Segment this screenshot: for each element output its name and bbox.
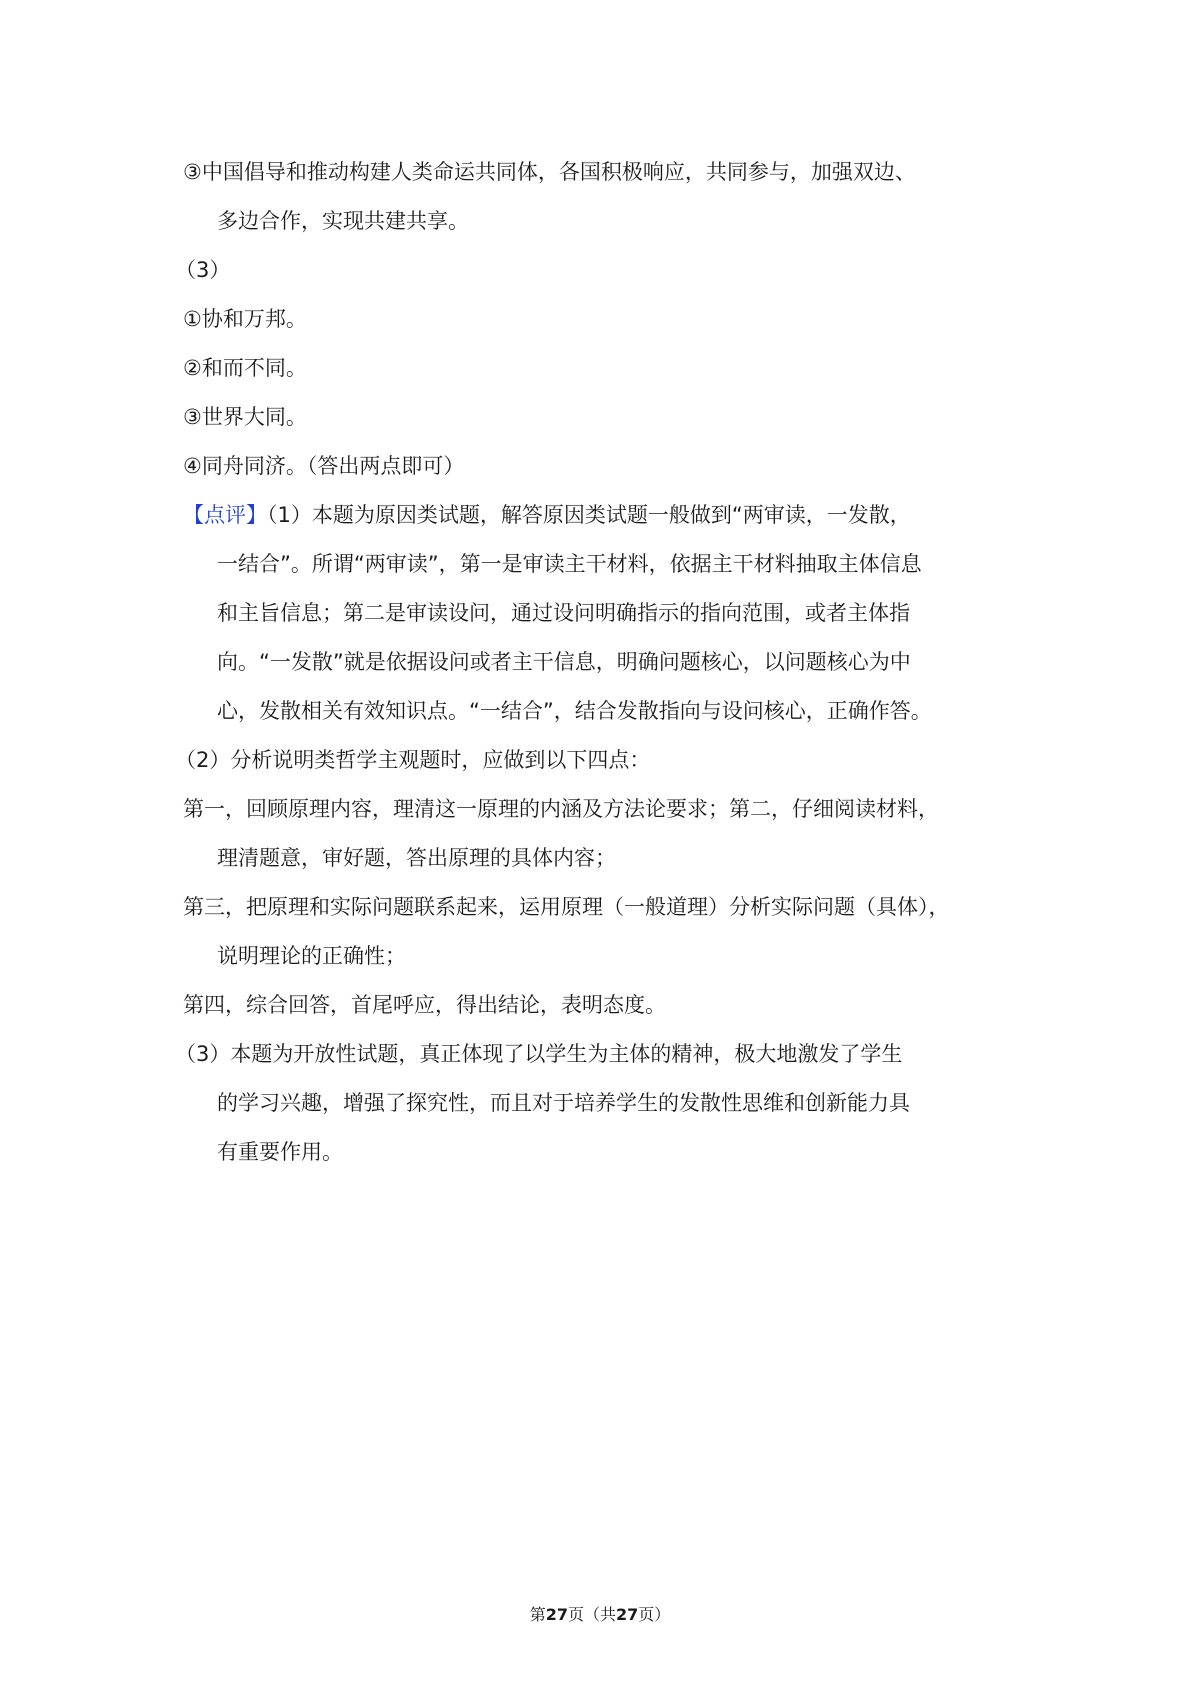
review-part-1-text: （1）本题为原因类试题，解答原因类试题一般做到“两审读，一发散， <box>267 503 911 527</box>
review-part-1-line-5: 心，发散相关有效知识点。“一结合”，结合发散指向与设问核心，正确作答。 <box>217 699 932 723</box>
review-part-1-line-4: 向。“一发散”就是依据设问或者主干信息，明确问题核心，以问题核心为中 <box>217 650 911 674</box>
review-part-2-heading: （2）分析说明类哲学主观题时，应做到以下四点： <box>175 748 651 772</box>
answer-item-3: ③中国倡导和推动构建人类命运共同体，各国积极响应，共同参与，加强双边、 <box>183 160 916 184</box>
review-part-1-line-3: 和主旨信息；第二是审读设问，通过设问明确指示的指向范围，或者主体指 <box>217 601 910 625</box>
section-3-point-2: ②和而不同。 <box>183 356 307 380</box>
answer-item-3-continued: 多边合作，实现共建共享。 <box>217 209 469 233</box>
review-part-3-text: （3）本题为开放性试题，真正体现了以学生为主体的精神，极大地激发了学生 <box>175 1042 903 1066</box>
review-bracket-open: 【 <box>183 503 204 527</box>
review-part-3-line-2: 的学习兴趣，增强了探究性，而且对于培养学生的发散性思维和创新能力具 <box>217 1091 910 1115</box>
footer-suffix: 页） <box>638 1605 671 1624</box>
document-body <box>175 148 1033 1177</box>
review-part-2-step-1: 第一，回顾原理内容，理清这一原理的内涵及方法论要求；第二，仔细阅读材料， <box>183 797 939 821</box>
footer-middle: 页（共 <box>567 1605 616 1624</box>
review-part-2-step-1-continued: 理清题意，审好题，答出原理的具体内容； <box>217 846 616 870</box>
footer-prefix: 第 <box>529 1605 546 1624</box>
review-paragraph-start <box>183 491 1033 540</box>
review-bracket-close: 】 <box>246 503 267 527</box>
review-part-2-step-4: 第四，综合回答，首尾呼应，得出结论，表明态度。 <box>183 993 666 1017</box>
page-footer <box>0 1602 1200 1625</box>
footer-page-number: 27 <box>545 1605 568 1624</box>
section-3-point-1: ①协和万邦。 <box>183 307 307 331</box>
review-part-2-step-3: 第三，把原理和实际问题联系起来，运用原理（一般道理）分析实际问题（具体）， <box>183 895 950 919</box>
section-3-point-3: ③世界大同。 <box>183 405 307 429</box>
review-part-1-line-2: 一结合”。所谓“两审读”，第一是审读主干材料，依据主干材料抽取主体信息 <box>217 552 922 576</box>
review-part-2-step-3-continued: 说明理论的正确性； <box>217 944 406 968</box>
review-tag-label: 点评 <box>204 503 246 527</box>
section-3-point-4: ④同舟同济。（答出两点即可） <box>183 454 465 478</box>
review-part-3-line-3: 有重要作用。 <box>217 1140 343 1164</box>
footer-total-pages: 27 <box>616 1605 639 1624</box>
section-3-heading: （3） <box>175 258 231 282</box>
